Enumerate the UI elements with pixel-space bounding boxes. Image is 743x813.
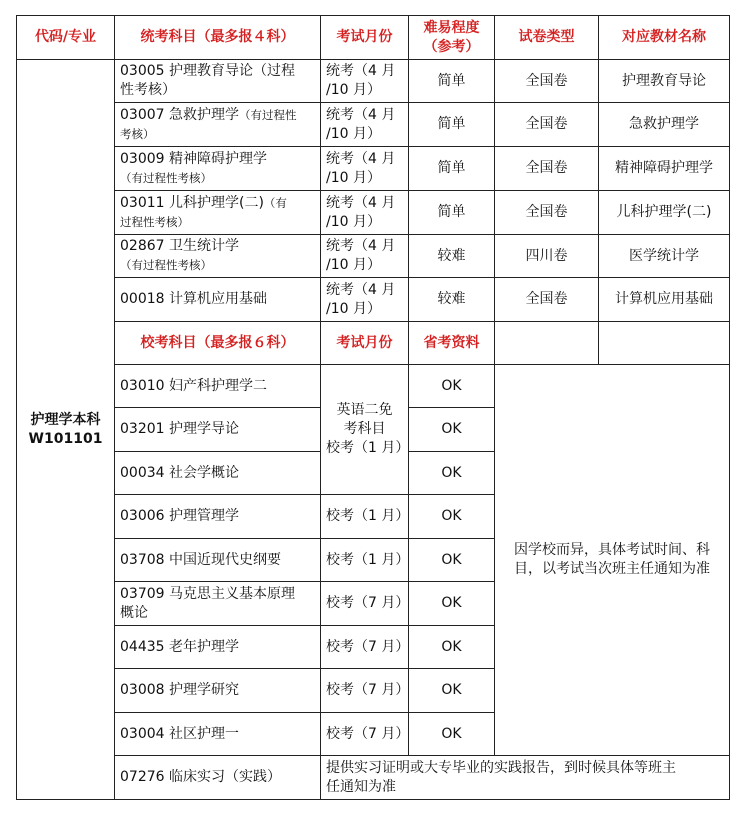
header-exam-subjects: 统考科目（最多报４科） — [115, 16, 321, 60]
exam-plan-table — [16, 15, 730, 800]
month-cell: 统考（4 月 /10 月） — [321, 235, 409, 278]
header-code-major: 代码/专业 — [17, 16, 115, 60]
month-cell: 校考（7 月） — [321, 713, 409, 756]
empty-cell — [599, 322, 730, 365]
paper-cell: 四川卷 — [495, 235, 599, 278]
month-cell: 校考（7 月） — [321, 626, 409, 669]
paper-cell: 全国卷 — [495, 103, 599, 147]
month-cell: 统考（4 月 /10 月） — [321, 147, 409, 191]
header-textbook: 对应教材名称 — [599, 16, 730, 60]
subject-cell: 03201 护理学导论 — [115, 408, 321, 452]
school-header-subjects: 校考科目（最多报６科） — [115, 322, 321, 365]
textbook-cell: 计算机应用基础 — [599, 278, 730, 322]
header-difficulty: 难易程度 （参考） — [409, 16, 495, 60]
subject-cell: 03007 急救护理学（有过程性 考核） — [115, 103, 321, 147]
difficulty-cell: 较难 — [409, 235, 495, 278]
status-cell: OK — [409, 713, 495, 756]
subject-cell: 00034 社会学概论 — [115, 452, 321, 495]
school-header-material: 省考资料 — [409, 322, 495, 365]
paper-cell: 全国卷 — [495, 191, 599, 235]
practice-subject-cell: 07276 临床实习（实践） — [115, 756, 321, 800]
subject-cell: 03010 妇产科护理学二 — [115, 365, 321, 408]
month-cell: 统考（4 月 /10 月） — [321, 60, 409, 103]
program-code: W101101 — [28, 430, 103, 447]
month-cell: 统考（4 月 /10 月） — [321, 278, 409, 322]
table-row — [17, 147, 730, 191]
table-row — [17, 365, 730, 408]
table-row — [17, 278, 730, 322]
subject-cell: 03709 马克思主义基本原理 概论 — [115, 582, 321, 626]
difficulty-cell: 简单 — [409, 147, 495, 191]
header-exam-month: 考试月份 — [321, 16, 409, 60]
header-row — [17, 16, 730, 60]
subject-cell: 03005 护理教育导论（过程 性考核） — [115, 60, 321, 103]
status-cell: OK — [409, 539, 495, 582]
textbook-cell: 急救护理学 — [599, 103, 730, 147]
school-header-row — [17, 322, 730, 365]
status-cell: OK — [409, 582, 495, 626]
program-cell — [17, 60, 115, 800]
table-row — [17, 60, 730, 103]
difficulty-cell: 简单 — [409, 60, 495, 103]
difficulty-cell: 较难 — [409, 278, 495, 322]
paper-cell: 全国卷 — [495, 60, 599, 103]
textbook-cell: 精神障碍护理学 — [599, 147, 730, 191]
status-cell: OK — [409, 408, 495, 452]
empty-cell — [495, 322, 599, 365]
program-name: 护理学本科 — [30, 411, 101, 428]
table-row — [17, 103, 730, 147]
month-cell: 校考（7 月） — [321, 669, 409, 713]
textbook-cell: 护理教育导论 — [599, 60, 730, 103]
status-cell: OK — [409, 495, 495, 539]
subject-cell: 04435 老年护理学 — [115, 626, 321, 669]
difficulty-cell: 简单 — [409, 103, 495, 147]
subject-cell: 03008 护理学研究 — [115, 669, 321, 713]
month-cell: 统考（4 月 /10 月） — [321, 103, 409, 147]
subject-cell: 03009 精神障碍护理学 （有过程性考核） — [115, 147, 321, 191]
status-cell: OK — [409, 365, 495, 408]
paper-cell: 全国卷 — [495, 278, 599, 322]
status-cell: OK — [409, 452, 495, 495]
table-row — [17, 235, 730, 278]
school-header-month: 考试月份 — [321, 322, 409, 365]
status-cell: OK — [409, 669, 495, 713]
school-note-cell: 因学校而异，具体考试时间、科 目，以考试当次班主任通知为准 — [495, 365, 730, 756]
subject-cell: 02867 卫生统计学 （有过程性考核） — [115, 235, 321, 278]
header-paper-type: 试卷类型 — [495, 16, 599, 60]
paper-cell: 全国卷 — [495, 147, 599, 191]
exempt-merged-cell: 英语二免 考科目 校考（1 月） — [321, 365, 409, 495]
month-cell: 统考（4 月 /10 月） — [321, 191, 409, 235]
textbook-cell: 儿科护理学(二) — [599, 191, 730, 235]
month-cell: 校考（7 月） — [321, 582, 409, 626]
month-cell: 校考（1 月） — [321, 495, 409, 539]
practice-note-cell: 提供实习证明或大专毕业的实践报告，到时候具体等班主 任通知为准 — [321, 756, 730, 800]
practice-row — [17, 756, 730, 800]
subject-cell: 00018 计算机应用基础 — [115, 278, 321, 322]
difficulty-cell: 简单 — [409, 191, 495, 235]
table-row — [17, 191, 730, 235]
month-cell: 校考（1 月） — [321, 539, 409, 582]
subject-cell: 03006 护理管理学 — [115, 495, 321, 539]
status-cell: OK — [409, 626, 495, 669]
subject-cell: 03004 社区护理一 — [115, 713, 321, 756]
textbook-cell: 医学统计学 — [599, 235, 730, 278]
subject-cell: 03011 儿科护理学(二)（有 过程性考核） — [115, 191, 321, 235]
subject-cell: 03708 中国近现代史纲要 — [115, 539, 321, 582]
